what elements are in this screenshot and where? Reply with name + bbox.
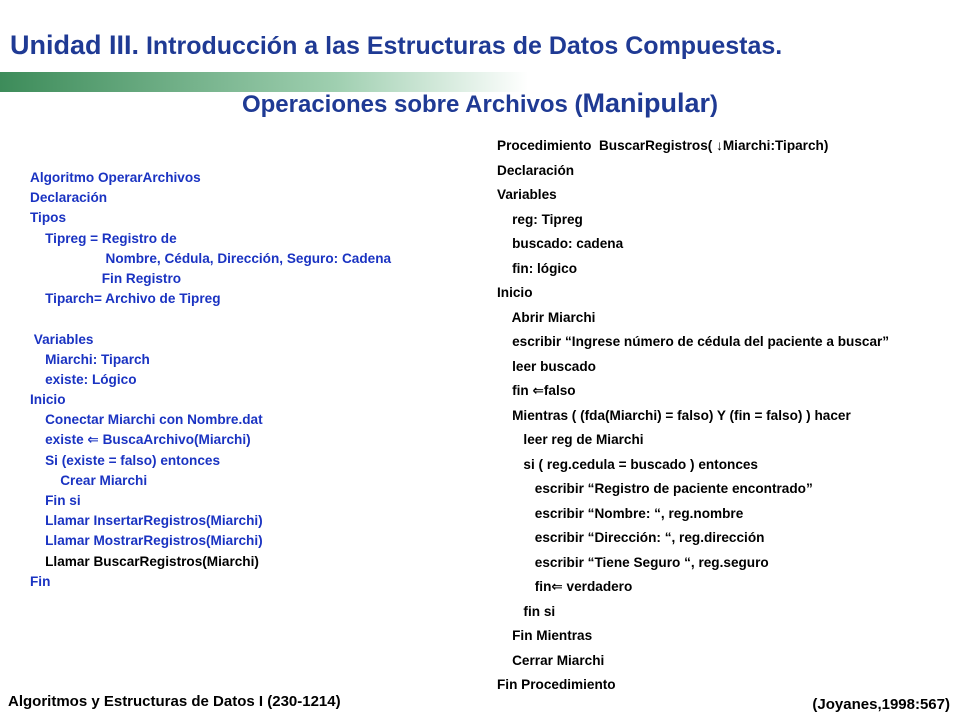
code-line: reg: Tipreg xyxy=(497,211,583,227)
search-procedure-code xyxy=(497,134,889,698)
code-line: escribir “Ingrese número de cédula del paciente a buscar” xyxy=(497,334,890,349)
code-line: escribir “Dirección: “, reg.dirección xyxy=(497,530,765,545)
code-line: Fin Registro xyxy=(30,270,182,286)
slide-title-close: ) xyxy=(710,91,719,118)
code-line: buscado: cadena xyxy=(497,236,624,251)
code-line: Fin si xyxy=(30,493,81,508)
code-line: Conectar Miarchi con Nombre.dat xyxy=(30,412,263,428)
unit-title xyxy=(10,30,782,61)
unit-title-text: Introducción a las Estructuras de Datos Compuestas. xyxy=(139,32,783,60)
unit-prefix: Unidad III. xyxy=(10,30,140,60)
main-algorithm-code xyxy=(30,168,391,592)
code-line: existe ⇐ BuscaArchivo(Miarchi) xyxy=(30,432,251,448)
code-line: Cerrar Miarchi xyxy=(497,652,605,668)
slide-title-word: Manipular xyxy=(582,88,711,118)
code-line: fin ⇐falso xyxy=(497,383,576,398)
code-line: Declaración xyxy=(30,190,108,206)
code-line: leer reg de Miarchi xyxy=(497,432,644,447)
code-line: si ( reg.cedula = buscado ) entonces xyxy=(497,456,758,472)
code-line: Llamar InsertarRegistros(Miarchi) xyxy=(30,513,263,529)
code-line: Si (existe = falso) entonces xyxy=(30,452,221,468)
code-line: Tipos xyxy=(30,210,67,226)
footer-course: Algoritmos y Estructuras de Datos I (230-1214) xyxy=(8,693,341,710)
code-line: Llamar MostrarRegistros(Miarchi) xyxy=(30,533,263,549)
code-line: Tipreg = Registro de xyxy=(30,230,177,246)
code-line: Inicio xyxy=(497,285,533,300)
code-line: Procedimiento BuscarRegistros( ↓Miarchi:Tiparch) xyxy=(497,138,829,153)
code-line: Inicio xyxy=(30,392,66,408)
code-line: existe: Lógico xyxy=(30,371,137,387)
code-line: fin si xyxy=(497,603,556,619)
code-line: fin: lógico xyxy=(497,260,578,276)
code-line: Miarchi: Tiparch xyxy=(30,351,150,367)
code-line xyxy=(30,309,391,329)
code-line: Abrir Miarchi xyxy=(497,309,596,325)
code-line: Nombre, Cédula, Dirección, Seguro: Cadena xyxy=(30,250,392,266)
code-line: escribir “Nombre: “, reg.nombre xyxy=(497,505,744,521)
code-line: Variables xyxy=(497,187,557,202)
code-line: escribir “Registro de paciente encontrado” xyxy=(497,481,813,496)
code-line: Algoritmo OperarArchivos xyxy=(30,170,201,185)
code-line: fin⇐ verdadero xyxy=(497,579,633,594)
code-line: Variables xyxy=(30,331,94,347)
code-line: Crear Miarchi xyxy=(30,472,148,488)
code-line: escribir “Tiene Seguro “, reg.seguro xyxy=(497,554,769,570)
code-line: Llamar BuscarRegistros(Miarchi) xyxy=(30,553,259,569)
code-line: Tiparch= Archivo de Tipreg xyxy=(30,291,221,307)
code-line: leer buscado xyxy=(497,358,596,374)
code-line: Declaración xyxy=(497,162,575,178)
code-line: Fin xyxy=(30,573,51,589)
code-line: Fin Mientras xyxy=(497,628,593,643)
footer-citation: (Joyanes,1998:567) xyxy=(812,696,950,713)
code-line: Mientras ( (fda(Miarchi) = falso) Y (fin = falso) ) hacer xyxy=(497,407,851,423)
slide-title xyxy=(0,88,960,119)
code-line: Fin Procedimiento xyxy=(497,677,616,692)
slide-title-main: Operaciones sobre Archivos ( xyxy=(241,91,583,118)
